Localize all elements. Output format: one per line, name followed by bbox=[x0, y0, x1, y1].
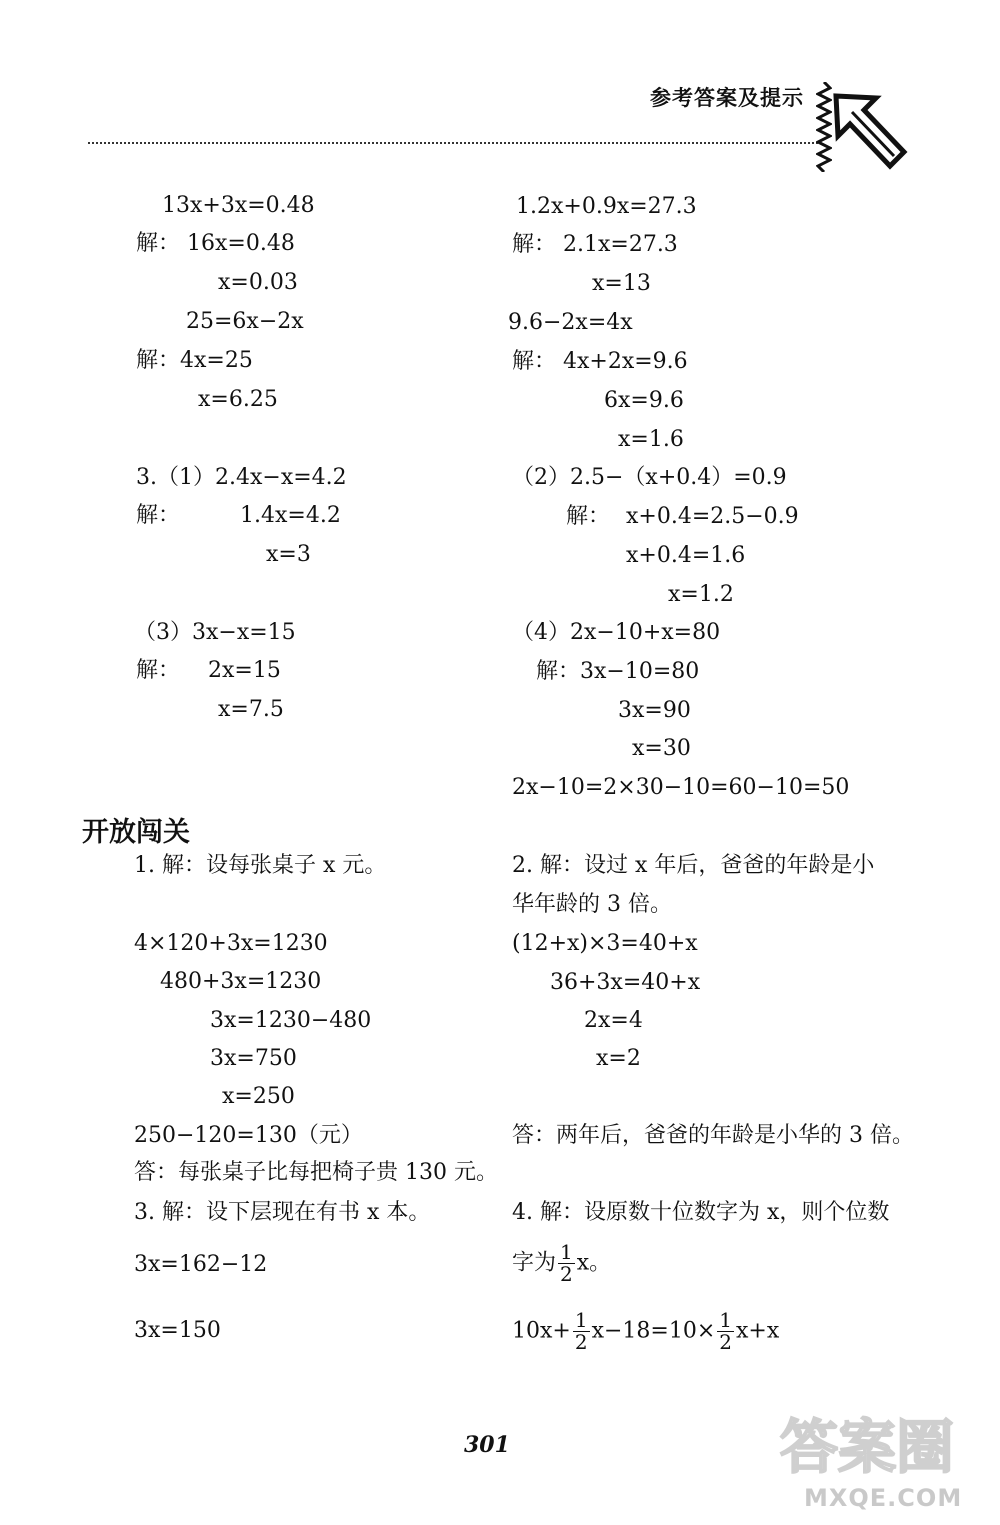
fraction-denominator: 2 bbox=[719, 1330, 733, 1354]
solution-line: 解： 4x+2x=9.6 bbox=[512, 349, 688, 374]
solution-line: 解：4x=25 bbox=[136, 348, 253, 373]
header-dotted-rule bbox=[88, 142, 818, 144]
fraction bbox=[558, 1242, 575, 1285]
solution-line: 解： 16x=0.48 bbox=[136, 231, 295, 256]
section-title: 开放闯关 bbox=[82, 817, 190, 848]
solution-line: 解： 2.1x=27.3 bbox=[512, 232, 678, 257]
text-fragment: x。 bbox=[576, 1250, 612, 1276]
equation-line: x=250 bbox=[222, 1084, 295, 1109]
equation-line: 13x+3x=0.48 bbox=[162, 193, 315, 218]
answer-line: 答：两年后，爸爸的年龄是小华的 3 倍。 bbox=[512, 1123, 914, 1148]
solution-label: 解： bbox=[566, 504, 611, 529]
equation-line: 4×120+3x=1230 bbox=[134, 931, 328, 956]
equation-line: 480+3x=1230 bbox=[160, 969, 322, 994]
problem-3-1: 3.（1）2.4x−x=4.2 bbox=[136, 465, 347, 490]
watermark-url: MXQE.COM bbox=[804, 1484, 963, 1512]
fraction bbox=[573, 1310, 590, 1353]
text-fragment: x−18=10× bbox=[591, 1318, 716, 1344]
solution-line: x=7.5 bbox=[218, 697, 284, 722]
open-problem-4-cont bbox=[512, 1242, 611, 1285]
page-number: 301 bbox=[464, 1432, 510, 1458]
equation-line: 36+3x=40+x bbox=[550, 970, 701, 995]
solution-line: 2x=15 bbox=[208, 658, 281, 683]
solution-line: x=1.2 bbox=[668, 582, 734, 607]
equation-line: (12+x)×3=40+x bbox=[512, 931, 698, 956]
equation-line: 1.2x+0.9x=27.3 bbox=[516, 194, 697, 219]
solution-line: x=0.03 bbox=[218, 270, 298, 295]
open-problem-1: 1. 解：设每张桌子 x 元。 bbox=[134, 853, 387, 878]
equation-line: 3x=1230−480 bbox=[210, 1008, 372, 1033]
fraction-numerator: 1 bbox=[574, 1308, 588, 1332]
fraction-denominator: 2 bbox=[574, 1330, 588, 1354]
fraction-numerator: 1 bbox=[560, 1240, 573, 1264]
equation-line: 25=6x−2x bbox=[186, 309, 304, 334]
solution-line: x=3 bbox=[266, 542, 311, 567]
equation-line: 3x=750 bbox=[210, 1046, 297, 1071]
open-problem-2-cont: 华年龄的 3 倍。 bbox=[512, 892, 672, 917]
solution-line: x=30 bbox=[632, 736, 691, 761]
solution-line: 3x=90 bbox=[618, 698, 691, 723]
text-fragment: x+x bbox=[736, 1318, 780, 1344]
fraction bbox=[717, 1310, 734, 1353]
open-problem-4: 4. 解：设原数十位数字为 x，则个位数 bbox=[512, 1200, 890, 1225]
problem-3-3: （3）3x−x=15 bbox=[134, 620, 296, 645]
watermark-logo bbox=[770, 1405, 990, 1485]
equation-line: 3x=162−12 bbox=[134, 1252, 268, 1277]
fraction-numerator: 1 bbox=[719, 1308, 733, 1332]
fraction-denominator: 2 bbox=[560, 1262, 573, 1286]
calculation-line: 250−120=130（元） bbox=[134, 1123, 363, 1148]
running-header: 参考答案及提示 bbox=[650, 86, 804, 110]
text-fragment: 10x+ bbox=[512, 1318, 571, 1344]
solution-line: x=6.25 bbox=[198, 387, 278, 412]
equation-line: 9.6−2x=4x bbox=[508, 310, 633, 335]
solution-label: 解： bbox=[136, 503, 181, 528]
open-problem-3: 3. 解：设下层现在有书 x 本。 bbox=[134, 1200, 431, 1225]
equation-line: 2x=4 bbox=[584, 1008, 643, 1033]
solution-line: x=13 bbox=[592, 271, 651, 296]
equation-line: 3x=150 bbox=[134, 1318, 221, 1343]
check-line: 2x−10=2×30−10=60−10=50 bbox=[512, 775, 850, 800]
answer-line: 答：每张桌子比每把椅子贵 130 元。 bbox=[134, 1160, 498, 1185]
problem-3-2: （2）2.5−（x+0.4）=0.9 bbox=[512, 465, 787, 490]
text-fragment: 字为 bbox=[512, 1250, 557, 1276]
solution-line: 解：3x−10=80 bbox=[536, 659, 700, 684]
solution-line: x+0.4=1.6 bbox=[626, 543, 746, 568]
solution-label: 解： bbox=[136, 658, 181, 683]
open-problem-2: 2. 解：设过 x 年后，爸爸的年龄是小 bbox=[512, 853, 875, 878]
solution-line: x=1.6 bbox=[618, 427, 684, 452]
watermark-text: 答案圈 bbox=[780, 1413, 955, 1481]
solution-line: 1.4x=4.2 bbox=[240, 503, 341, 528]
equation-line: x=2 bbox=[596, 1046, 641, 1071]
solution-line: x+0.4=2.5−0.9 bbox=[626, 504, 799, 529]
solution-line: 6x=9.6 bbox=[604, 388, 684, 413]
wavy-border-decoration bbox=[816, 82, 832, 172]
problem-3-4: （4）2x−10+x=80 bbox=[512, 620, 721, 645]
arrow-icon bbox=[832, 92, 908, 172]
equation-line bbox=[512, 1310, 779, 1353]
